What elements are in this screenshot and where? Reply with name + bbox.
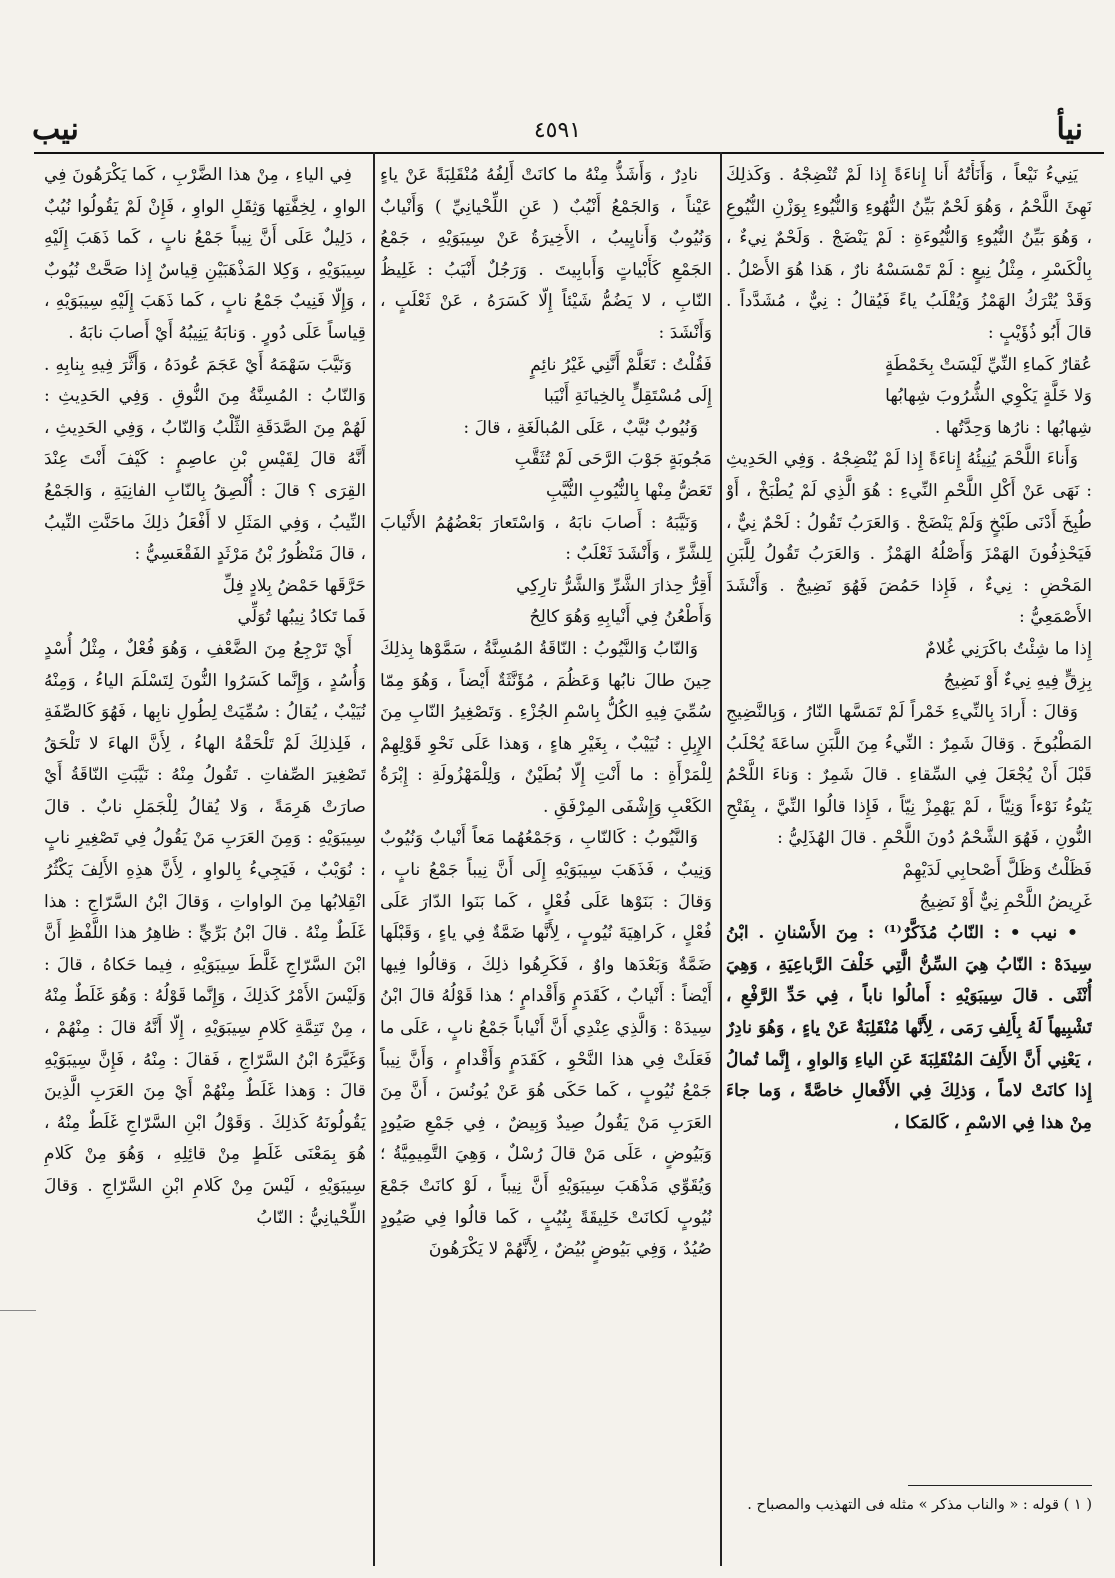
paragraph: أَيْ تَرْجِعُ مِنَ الضَّعْفِ ، وَهُوَ فُعْلٌ ، مِثْلُ أُسْدٍ وَأُسُدٍ ، وَإِنَّما كَسَرُوا النُّونَ لِتَسْلَمَ الياءُ ، وَمِنْهُ نُيَيْبٌ ، يُقالُ : سُمِّيَتْ لِطُولِ نابِها ، فَهُوَ كَالصِّفَةِ ، فَلِذلِكَ لَمْ تَلْحَقْهُ الهاءُ ، لِأَنَّ الهاءَ لا تَلْحَقُ تَصْغِيرَ الصِّفاتِ . تَقُولُ مِنْهُ : نَيَّبَتِ النّاقَةُ أَيْ صارَتْ هَرِمَةً ، وَلا يُقالُ لِلْجَمَلِ نابٌ . قالَ سِيبَوَيْهِ : وَمِنَ العَرَبِ مَنْ يَقُولُ فِي تَصْغِيرِ نابٍ : نُوَيْبٌ ، فَيَجِيءُ بِالواوِ ، لِأَنَّ هذِهِ الأَلِفَ يَكْثُرُ انْقِلابُها مِنَ الواواتِ ، وَقالَ ابْنُ السَّرّاجِ : هذا غَلَطٌ مِنْهُ . قالَ ابْنُ بَرِّيٍّ : ظاهِرُ هذا اللَّفْظِ أَنَّ ابْنَ السَّرّاجِ غَلَّطَ سِيبَوَيْهِ ، فِيما حَكاهُ ، قالَ : وَلَيْسَ الأَمْرُ كَذلِكَ ، وَإِنَّما قَوْلُهُ : وَهُوَ غَلَطٌ مِنْهُ ، مِنْ تَتِمَّةِ كَلامِ سِيبَوَيْهِ ، إِلّا أَنَّهُ قالَ : مِنْهُمْ ، وَغَيَّرَهُ ابْنُ السَّرّاجِ ، فَقالَ : مِنْهُ ، فَإِنَّ سِيبَوَيْهِ قالَ : وَهذا غَلَطٌ مِنْهُمْ أَيْ مِنَ العَرَبِ الَّذِينَ يَقُولُونَهُ كَذلِكَ . وَقَوْلُ ابْنِ السَّرّاجِ غَلَطٌ مِنْهُ ، هُوَ بِمَعْنَى غَلَطٍ مِنْ قائِلِهِ ، وَهُوَ مِنْ كَلامِ سِيبَوَيْهِ ، لَيْسَ مِنْ كَلامِ ابْنِ السَّرّاجِ . وَقالَ اللِّحْيانِيُّ : النّابُ — [44, 638, 366, 1228]
column-right — [726, 160, 1092, 1560]
column-divider — [373, 152, 375, 1566]
verse — [726, 634, 1092, 697]
header-rule — [34, 152, 1104, 154]
paragraph: فِي الياءِ ، مِنْ هذا الضَّرْبِ ، كَما يَكْرَهُونَ فِي الواوِ ، لِخِفَّتِها وَثِقَلِ الواوِ ، فَإِنْ لَمْ يَقُولُوا نُيُبٌ ، دَلِيلٌ عَلَى أَنَّ نِيباً جَمْعُ نابٍ ، كَما ذَهَبَ إِلَيْهِ سِيبَوَيْهِ ، وَكِلا المَذْهَبَيْنِ قِياسٌ إِذا صَحَّتْ نُيُوبٌ ، وَإِلّا فَنِيبٌ جَمْعُ نابٍ ، كَما ذَهَبَ إِلَيْهِ سِيبَوَيْهِ ، قِياساً عَلَى دُورٍ . وَنابَهُ يَنِيبُهُ أَيْ أَصابَ نابَهُ . — [44, 165, 366, 343]
verse-line: فَظَلْتُ وَظَلَّ أَصْحابِي لَدَيْهِمْ — [902, 860, 1092, 881]
paragraph: يَنِيءُ نَيْعاً ، وَأَنَأْتُهُ أَنا إِناءَةً إِذا لَمْ تُنْضِجْهُ . وَكَذلِكَ نَهِئَ اللَّحْمُ ، وَهُوَ لَحْمٌ بَيِّنُ النُّهُوءِ وَالنُّيُوءِ بِوَزْنِ النُّيُوعِ ، وَهُوَ بَيِّنُ النُّيُوءِ وَالنُّيُوءَةِ : لَمْ يَنْضَجْ . وَلَحْمٌ نِيءٌ ، بِالْكَسْرِ ، مِثْلُ نِيعٍ : لَمْ تَمْسَسْهُ نارٌ ، هَذا هُوَ الأَصْلُ . وَقَدْ يُتْرَكُ الهَمْزُ وَيُقْلَبُ ياءً فَيُقالُ : نِيٌّ ، مُشَدَّداً . قالَ أَبُو ذُؤَيْبٍ : — [726, 165, 1092, 343]
verse-line: أَقِرُّ حِذارَ الشَّرِّ وَالشَّرُّ تارِكِي — [516, 575, 712, 596]
paragraph: نادِرٌ ، وَأَشَذُّ مِنْهُ ما كانَتْ أَلِفُهُ مُنْقَلِبَةً عَنْ ياءٍ عَيْناً ، وَالجَمْعُ أَنْيُبٌ ( عَنِ اللِّحْيانِيِّ ) وَأَنْيابٌ وَنُيُوبٌ وَأَنايِيبُ ، الأَخِيرَةُ عَنْ سِيبَوَيْهِ ، جَمْعُ الجَمْعِ كَأَبْياتٍ وَأَبابِيتَ . وَرَجُلٌ أَنْيَبُ : غَلِيظُ النّابِ ، لا يَضُمُّ شَيْئاً إِلّا كَسَرَهُ ، عَنْ ثَعْلَبٍ ، وَأَنْشَدَ : — [380, 165, 712, 343]
verse — [380, 444, 712, 507]
margin-mark — [0, 1310, 36, 1311]
paragraph: وَأَناءَ اللَّحْمَ يُنِيئُهُ إِناءَةً إِذا لَمْ يُنْضِجْهُ . وَفِي الحَدِيثِ : نَهَى عَنْ أَكْلِ اللَّحْمِ النِّيءِ : هُوَ الَّذِي لَمْ يُطْبَخْ ، أَوْ طُبِخَ أَدْنَى طَبْخٍ وَلَمْ يَنْضَجْ . وَالعَرَبُ تَقُولُ : لَحْمٌ نِيٌّ ، فَيَحْذِفُونَ الهَمْزَ وَأَصْلُهُ الهَمْزُ . وَالعَرَبُ تَقُولُ لِلَّبَنِ المَحْضِ : نِيءٌ ، فَإِذا حَمُضَ فَهُوَ نَضِيجٌ . وَأَنْشَدَ الأَصْمَعِيُّ : — [726, 449, 1092, 628]
header-entry-left: نيب — [32, 112, 79, 147]
verse-line: غَرِيضُ اللَّحْمِ نِيٌّ أَوْ نَضِيجُ — [919, 891, 1092, 912]
verse — [726, 855, 1092, 918]
paragraph: وَالنَّيُوبُ : كَالنّابِ ، وَجَمْعُهُما مَعاً أَنْيابٌ وَنُيُوبٌ وَنِيبٌ ، فَذَهَبَ سِيبَوَيْهِ إِلَى أَنَّ نِيباً جَمْعُ نابٍ ، وَقالَ : بَنَوْها عَلَى فُعْلٍ ، كَما بَنَوا الدّارَ عَلَى فُعْلٍ ، كَراهِيَةَ نُيُوبٍ ، لِأَنَّها ضَمَّةٌ فِي ياءٍ ، وَقَبْلَها ضَمَّةٌ وَبَعْدَها واوٌ ، فَكَرِهُوا ذلِكَ ، وَقالُوا فِيها أَيْضاً : أَنْيابٌ ، كَقَدَمٍ وَأَقْدامٍ ؛ هذا قَوْلُهُ قالَ ابْنُ سِيدَهْ : وَالَّذِي عِنْدِي أَنَّ أَنْياباً جَمْعُ نابٍ ، عَلَى ما فَعَلَتْ فِي هذا النَّحْوِ ، كَقَدَمٍ وَأَقْدامٍ ، وَأَنَّ نِيباً جَمْعُ نُيُوبٍ ، كَما حَكَى هُوَ عَنْ يُونُسَ ، أَنَّ مِنَ العَرَبِ مَنْ يَقُولُ صِيدٌ وَبِيضٌ ، فِي جَمْعِ صَيُودٍ وَبَيُوضٍ ، عَلَى مَنْ قالَ رُسْلٌ ، وَهِيَ التَّمِيمِيَّةُ ؛ وَيُقَوِّي مَذْهَبَ سِيبَوَيْهِ أَنَّ نِيباً ، لَوْ كانَتْ جَمْعَ نُيُوبٍ لَكانَتْ خَلِيقَةً بِنُيُبٍ ، كَما قالُوا فِي صَيُودٍ صُيُدٌ ، وَفِي بَيُوضٍ بُيُضٌ ، لِأَنَّهُمْ لا يَكْرَهُونَ — [380, 828, 712, 1260]
verse-line: وَلا خَلَّةٍ يَكْوِي الشُّرُوبَ شِهابُها — [885, 386, 1092, 407]
verse-line: حَرَّقَها حَمْضُ بِلادٍ فِلِّ — [222, 575, 366, 596]
verse — [380, 350, 712, 413]
verse-line: وَأَطْعُنُ فِي أَنْيابِهِ وَهُوَ كالِحُ — [529, 607, 712, 628]
paragraph: وَنَيَّبَ سَهْمَهُ أَيْ عَجَمَ عُودَهُ ، وَأَثَّرَ فِيهِ بِنابِهِ . وَالنّابُ : المُسِنَّةُ مِنَ النُّوقِ . وَفِي الحَدِيثِ : لَهُمْ مِنَ الصَّدَقَةِ الثِّلْبُ وَالنّابُ ، وَفِي الحَدِيثِ ، أَنَّهُ قالَ لِقَيْسِ بْنِ عاصِمٍ : كَيْفَ أَنْتَ عِنْدَ القِرَى ؟ قالَ : أُلْصِقُ بِالنّابِ الفانِيَةِ ، وَالجَمْعُ النِّيبُ ، وَفِي المَثَلِ لا أَفْعَلُ ذلِكَ ماحَنَّتِ النِّيبُ ، قالَ مَنْظُورُ بْنُ مَرْثَدٍ الفَقْعَسِيُّ : — [44, 354, 366, 565]
verse-line: إِلَى مُسْتَقِلٍّ بِالخِيانَةِ أَنْيَبا — [543, 386, 712, 407]
paragraph: وَقالَ : أَرادَ بِالنِّيءِ خَمْراً لَمْ تَمَسَّها النّارُ ، وَبِالنَّضِيجِ المَطْبُوخَ . وَقالَ شَمِرٌ : النِّيءُ مِنَ اللَّبَنِ ساعَةَ يُحْلَبُ قَبْلَ أَنْ يُجْعَلَ فِي السِّقاءِ . قالَ شَمِرٌ : وَناءَ اللَّحْمُ يَنُوءُ نَوْءاً وَنِيّاً ، لَمْ يَهْمِزْ نِيّاً ، فَإِذا قالُوا النِّيَّ ، بِفَتْحِ النُّونِ ، فَهُوَ الشَّحْمُ دُونَ اللَّحْمِ . قالَ الهُذَلِيُّ : — [726, 702, 1092, 849]
verse-line: تَعَضُّ مِنْها بِالنُّيُوبِ النُّيَّبِ — [545, 480, 712, 501]
entry-nyb: • نيب • : النّابُ مُذَكَّرٌ⁽¹⁾ : مِنَ الأَسْنانِ . ابْنُ سِيدَهْ : النّابُ هِيَ السِّنُّ الَّتِي خَلْفَ الرَّباعِيَةِ ، وَهِيَ أُنْثَى . قالَ سِيبَوَيْهِ : أَمالُوا ناباً ، فِي حَدِّ الرَّفْعِ ، تَشْبِيهاً لَهُ بِأَلِفِ رَمَى ، لِأَنَّها مُنْقَلِبَةٌ عَنْ ياءٍ ، وَهُوَ نادِرٌ ، يَعْنِي أَنَّ الأَلِفَ المُنْقَلِبَةَ عَنِ الياءِ وَالواوِ ، إِنَّما تُمالُ إِذا كانَتْ لاماً ، وَذلِكَ فِي الأَفْعالِ خاصَّةً ، وَما جاءَ مِنْ هذا فِي الاسْمِ ، كَالمَكا ، — [726, 923, 1092, 1133]
verse-line: إِذا ما شِئْتُ باكَرَنِي غُلامٌ — [925, 638, 1092, 659]
column-divider — [720, 152, 722, 1566]
verse-line: فَقُلْتُ : تَعَلَّمْ أَنَّنِي غَيْرُ نائِمٍ — [530, 354, 712, 375]
column-left — [44, 160, 366, 1560]
verse-line: عُقارٌ كَماءِ النِّيِّ لَيْسَتْ بِخَمْطَةٍ — [884, 354, 1092, 375]
footnote-rule — [908, 1485, 1092, 1486]
verse — [44, 571, 366, 634]
footnote: ( ١ ) قوله : « والناب مذكر » مثله فى التهذيب والمصباح . — [747, 1497, 1092, 1513]
page-number: ٤٥٩١ — [533, 118, 582, 143]
page-header — [24, 112, 1091, 152]
verse-line: فَما تَكادُ نِيبُها تُوَلِّي — [237, 607, 366, 628]
column-middle — [380, 160, 712, 1560]
verse — [726, 350, 1092, 445]
paragraph: وَالنّابُ وَالنَّيُوبُ : النّاقَةُ المُسِنَّةُ ، سَمَّوْها بِذلِكَ حِينَ طالَ نابُها وَعَظُمَ ، مُؤَنَّثَةٌ أَيْضاً ، وَهُوَ مِمّا سُمِّيَ فِيهِ الكُلُّ بِاسْمِ الجُزْءِ . وَتَصْغِيرُ النّابِ مِنَ الإِبِلِ : نُيَيْبٌ ، بِغَيْرِ هاءٍ ، وَهذا عَلَى نَحْوِ قَوْلِهِمْ لِلْمَرْأَةِ : ما أَنْتِ إِلّا بُطَيْنٌ ، وَلِلْمَهْزُولَةِ : إِبْرَةُ الكَعْبِ وَإِشْفَى المِرْفَقِ . — [380, 638, 712, 817]
verse-line: مَجُوبَةٍ جَوْبَ الرَّحَى لَمْ تُثَقَّبِ — [514, 449, 712, 470]
verse — [380, 571, 712, 634]
verse-line: بِزِقٍّ فِيهِ نِيءٌ أَوْ نَضِيجُ — [943, 670, 1092, 691]
paragraph: وَنَيَّبَهُ : أَصابَ نابَهُ ، وَاسْتَعارَ بَعْضُهُمُ الأَنْيابَ لِلشَّرِّ ، وَأَنْشَدَ ثَعْلَبٌ : — [380, 512, 712, 565]
paragraph: وَنُيُوبٌ نُيَّبٌ ، عَلَى المُبالَغَةِ ، قالَ : — [463, 417, 698, 438]
verse-gloss: شِهابُها : نارُها وَحِدَّتُها . — [934, 417, 1092, 438]
header-entry-right: نيأ — [1056, 112, 1083, 147]
